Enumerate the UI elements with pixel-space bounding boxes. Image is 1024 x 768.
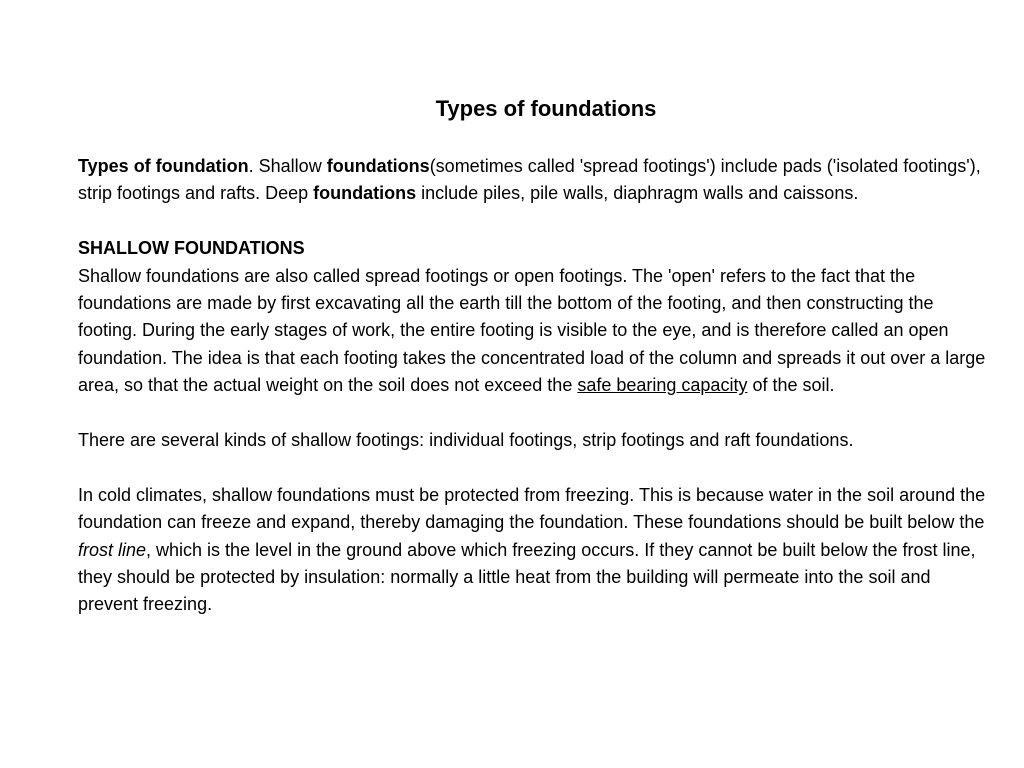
shallow-text-1: Shallow foundations are also called spread footings or open footings. The 'open' refers to the fact that the foundations are made by first excavating all the earth till the bottom of the footing, and then constructing the footing. During the early stages of work, the entire footing is visible to the eye, and is therefore called an open foundation. The idea is that each footing takes the concentrated load of the column and spreads it out over a large area, so that the actual weight on the soil does not exceed the xyxy=(78,265,986,396)
shallow-text-2: of the soil. xyxy=(747,375,835,396)
shallow-heading: SHALLOW FOUNDATIONS xyxy=(78,238,305,259)
cold-paragraph xyxy=(78,482,986,619)
intro-text-3: include piles, pile walls, diaphragm walls and caissons. xyxy=(416,183,859,204)
intro-bold-foundations-2: foundations xyxy=(313,183,417,204)
paragraph-gap xyxy=(78,208,986,235)
paragraph-gap xyxy=(78,454,986,481)
cold-text-1: In cold climates, shallow foundations must be protected from freezing. This is because water in the soil around the foundation can freeze and expand, thereby damaging the foundation. These foundations should be built below the xyxy=(78,484,986,533)
frost-line-italic: frost line xyxy=(78,539,147,560)
kinds-paragraph: There are several kinds of shallow footings: individual footings, strip footings and raft foundations. xyxy=(78,430,854,451)
intro-bold-foundations-1: foundations xyxy=(326,156,430,176)
intro-text-1: . Shallow xyxy=(248,156,327,176)
intro-paragraph xyxy=(78,153,986,208)
safe-bearing-capacity-link[interactable]: safe bearing capacity xyxy=(577,375,748,396)
intro-bold-types: Types of foundation xyxy=(78,156,249,176)
intro-text-2: (sometimes called 'spread footings') include pads ('isolated footings'), strip footings and rafts. Deep xyxy=(78,156,981,204)
shallow-paragraph xyxy=(78,263,986,400)
cold-text-2: , which is the level in the ground above which freezing occurs. If they cannot be built below the frost line, they should be protected by insulation: normally a little heat from the building will permeate into the soil and prevent freezing. xyxy=(78,539,976,615)
paragraph-gap xyxy=(78,400,986,427)
slide-body xyxy=(78,153,986,619)
slide-title: Types of foundations xyxy=(435,96,657,121)
